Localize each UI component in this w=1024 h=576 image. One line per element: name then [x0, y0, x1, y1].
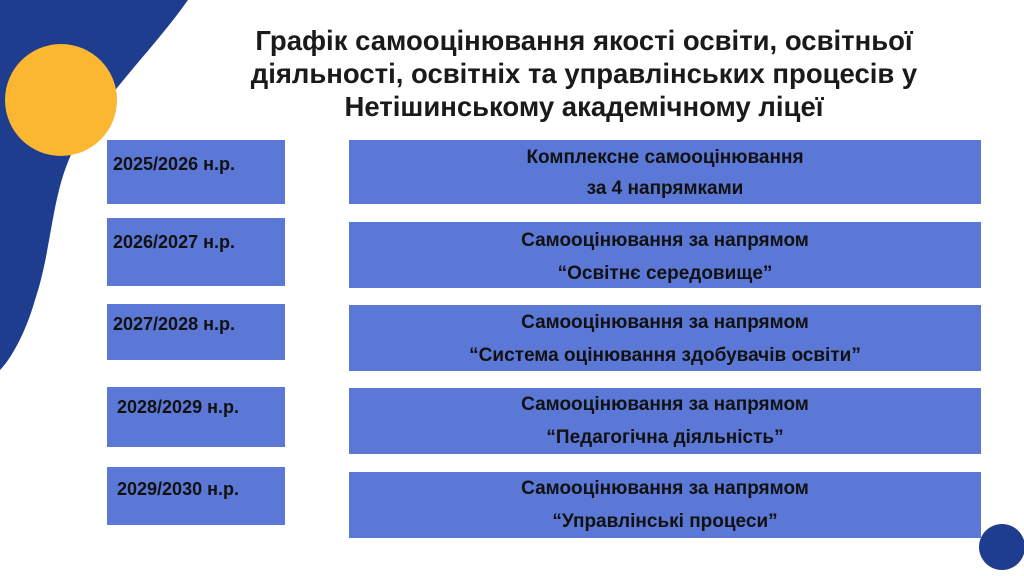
direction-line-2: “Педагогічна діяльність”	[546, 427, 784, 448]
title-line-2: діяльності, освітніх та управлінських процесів у	[250, 58, 918, 89]
year-label: 2027/2028 н.р.	[113, 314, 235, 334]
year-box	[107, 140, 285, 204]
direction-line-1: Самооцінювання за напрямом	[521, 394, 809, 415]
year-box	[107, 387, 285, 447]
direction-line-1: Самооцінювання за напрямом	[521, 230, 809, 251]
direction-line-2: “Управлінські процеси”	[552, 511, 778, 532]
direction-box	[349, 305, 981, 371]
year-label: 2025/2026 н.р.	[113, 154, 235, 174]
direction-line-1: Самооцінювання за напрямом	[521, 312, 809, 333]
year-label: 2026/2027 н.р.	[113, 232, 235, 252]
year-box	[107, 467, 285, 525]
year-box	[107, 304, 285, 360]
direction-box	[349, 222, 981, 288]
year-label: 2028/2029 н.р.	[117, 397, 239, 417]
direction-box	[349, 140, 981, 204]
year-label: 2029/2030 н.р.	[117, 479, 239, 499]
decorative-corner-circle	[979, 524, 1024, 570]
title-line-3: Нетішинському академічному ліцеї	[344, 91, 824, 122]
decorative-yellow-circle	[5, 44, 117, 156]
direction-box	[349, 472, 981, 538]
direction-box	[349, 388, 981, 454]
direction-line-2: “Освітнє середовище”	[557, 263, 773, 284]
title-line-1: Графік самооцінювання якості освіти, освітньої	[255, 25, 913, 56]
direction-line-1: Комплексне самооцінювання	[526, 147, 804, 168]
direction-line-2: за 4 напрямками	[586, 178, 744, 199]
page-title	[150, 24, 1018, 123]
direction-line-2: “Система оцінювання здобувачів освіти”	[469, 345, 861, 366]
year-box	[107, 218, 285, 286]
direction-line-1: Самооцінювання за напрямом	[521, 478, 809, 499]
